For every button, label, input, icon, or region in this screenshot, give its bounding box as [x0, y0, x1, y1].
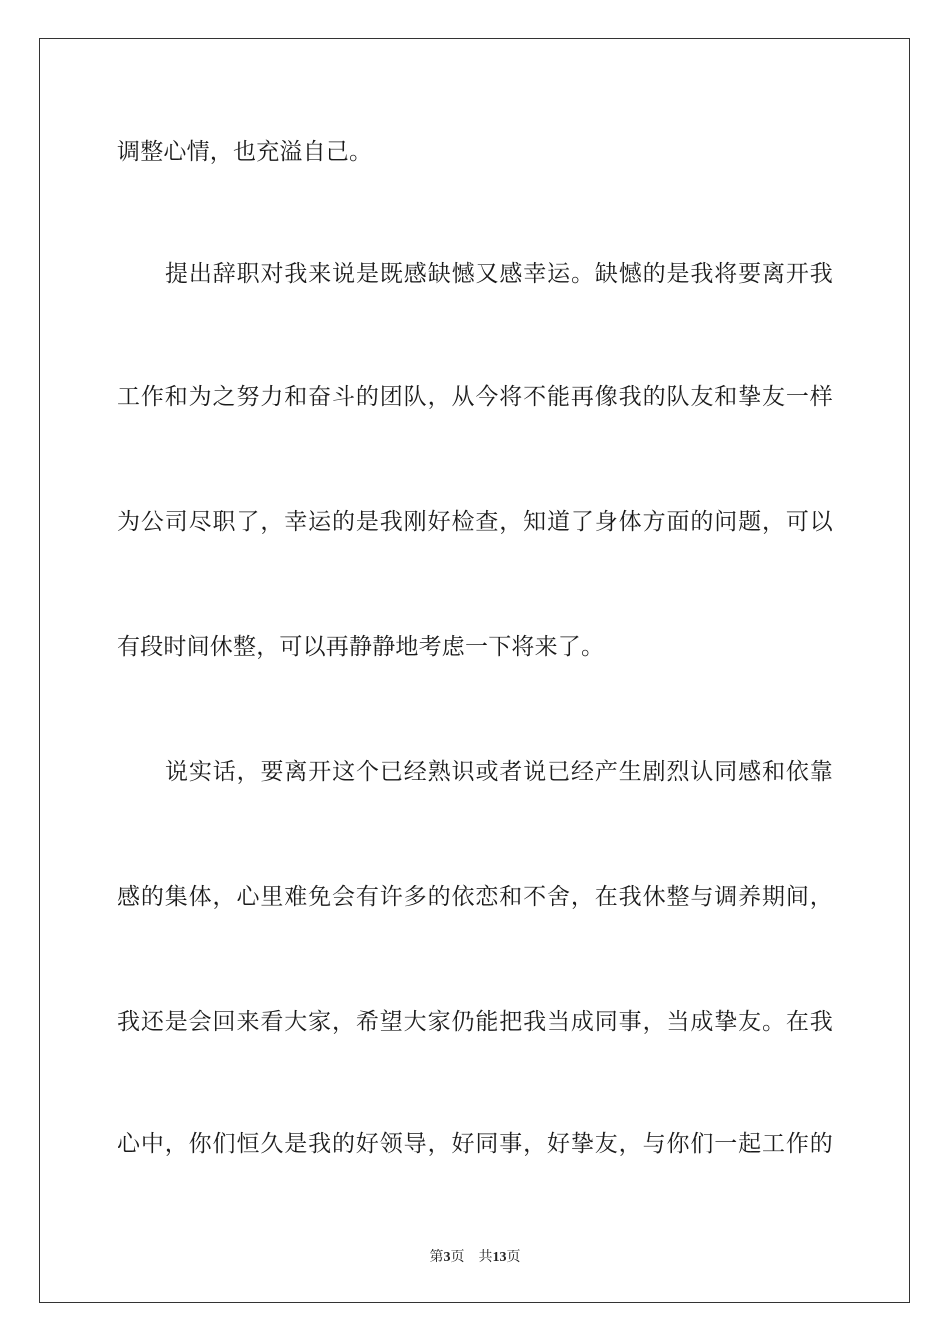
page-border	[39, 38, 910, 1303]
footer-page-mid: 页 共	[450, 1249, 493, 1265]
footer-total-pages: 13	[492, 1250, 507, 1265]
text-line-6: 说实话，要离开这个已经熟识或者说已经产生剧烈认同感和依靠	[165, 759, 833, 785]
text-line-1: 调整心情，也充溢自己。	[117, 139, 373, 165]
text-line-8: 我还是会回来看大家，希望大家仍能把我当成同事，当成挚友。在我	[117, 1009, 833, 1035]
footer-page-prefix: 第	[429, 1249, 444, 1265]
text-line-3: 工作和为之努力和奋斗的团队，从今将不能再像我的队友和挚友一样	[117, 384, 833, 410]
footer-current-page: 3	[443, 1250, 451, 1265]
text-line-4: 为公司尽职了，幸运的是我刚好检查，知道了身体方面的问题，可以	[117, 509, 833, 535]
text-line-7: 感的集体，心里难免会有许多的依恋和不舍，在我休整与调养期间，	[117, 884, 833, 910]
footer-page-suffix: 页	[506, 1249, 521, 1265]
page-number-footer	[0, 1248, 950, 1267]
text-line-2: 提出辞职对我来说是既感缺憾又感幸运。缺憾的是我将要离开我	[165, 261, 833, 287]
text-line-5: 有段时间休整，可以再静静地考虑一下将来了。	[117, 634, 605, 660]
text-line-9: 心中，你们恒久是我的好领导，好同事，好挚友，与你们一起工作的	[117, 1131, 833, 1157]
